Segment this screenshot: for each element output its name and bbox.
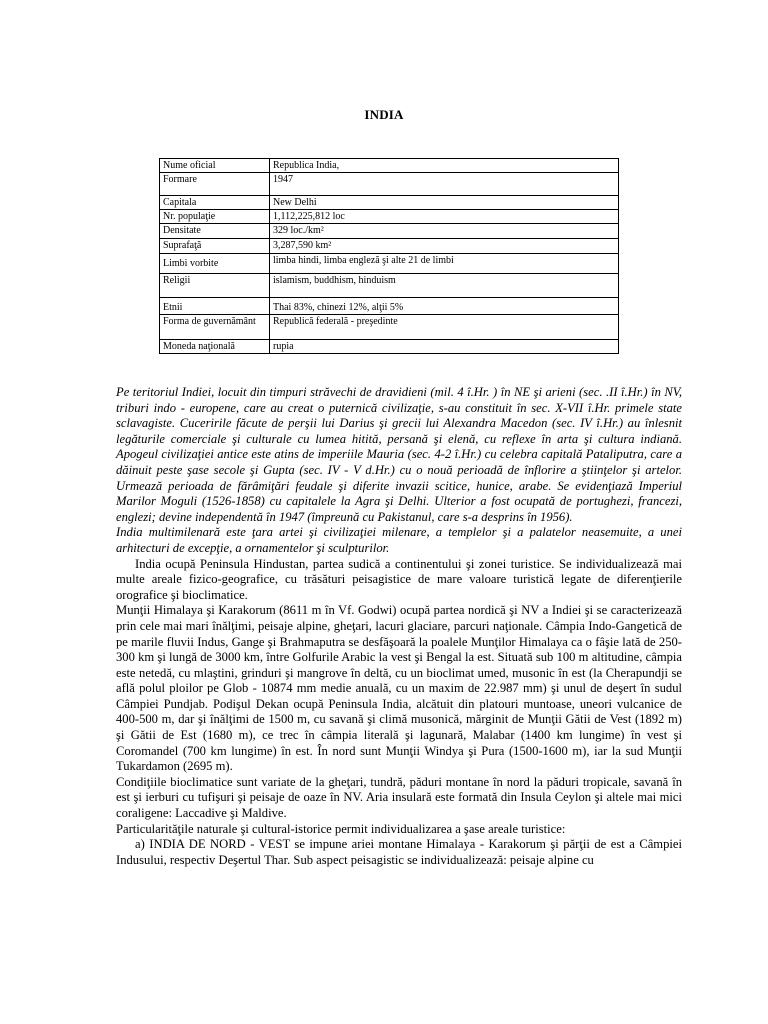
fact-value: 329 loc./km²: [270, 224, 619, 239]
country-facts-table: [159, 158, 619, 354]
fact-label: Forma de guvernământ: [160, 315, 270, 340]
fact-label: Suprafaţă: [160, 239, 270, 254]
table-row: [160, 274, 619, 298]
fact-value: 1947: [270, 173, 619, 196]
fact-value: Thai 83%, chinezi 12%, alţii 5%: [270, 298, 619, 315]
fact-value: limba hindi, limba engleză şi alte 21 de limbi: [270, 254, 619, 274]
intro-paragraph: India multimilenară este ţara artei şi civilizaţiei milenare, a templelor şi a palatelor neasemuite, a unei arhitecturi de excepţie, a ornamentelor şi sculpturilor.: [116, 525, 682, 555]
fact-label: Moneda naţională: [160, 340, 270, 354]
fact-value: Republică federală - preşedinte: [270, 315, 619, 340]
fact-label: Capitala: [160, 196, 270, 210]
fact-label: Nr. populaţie: [160, 210, 270, 224]
fact-value: New Delhi: [270, 196, 619, 210]
page-title: INDIA: [364, 107, 404, 122]
fact-label: Formare: [160, 173, 270, 196]
table-row: [160, 298, 619, 315]
article-body: [116, 385, 682, 868]
table-row: [160, 254, 619, 274]
area-a-paragraph: a) INDIA DE NORD - VEST se impune ariei montane Himalaya - Karakorum şi părţii de est a Câmpiei Indusului, respectiv Deşertul Thar. Sub aspect peisagistic se individualizează: peisaje alpine cu: [116, 837, 682, 867]
table-row: [160, 340, 619, 354]
fact-value: Republica India,: [270, 159, 619, 173]
fact-label: Limbi vorbite: [160, 254, 270, 274]
table-row: [160, 315, 619, 340]
relief-paragraph: Munţii Himalaya şi Karakorum (8611 m în Vf. Godwi) ocupă partea nordică şi NV a Indiei şi se caracterizează prin cele mai mari înălţimi, peisaje alpine, gheţari, lacuri glaciare, parcuri naţionale. Câmpia Indo-Gangetică de pe marile fluvii Indus, Gange şi Brahmaputra se desfăşoară la poalele Munţilor Himalaya ca o fâşie lată de 250-300 km şi lungă de 3000 km, între Golfurile Arabic la vest şi Bengal la est. Situată sub 100 m altitudine, câmpia este netedă, cu mlaştini, grinduri şi mangrove în deltă, cu un bioclimat umed, musonic în est (la Cherapundji se află polul ploilor pe Glob - 10874 mm medie anuală, cu un maxim de 22.987 mm) şi unul de deşert în sudul Câmpiei Pundjab. Podişul Dekan ocupă Peninsula India, alcătuit din platouri muntoase, uneori vulcanice de 400-500 m, dar şi înălţimi de 1500 m, cu savană şi climă musonică, mărginit de Munţii Gătii de Vest (1892 m) şi Gătii de Est (1680 m), ce trec în câmpia literală şi lagunară, Malabar (1400 km lungime) în vest şi Coromandel (700 km lungime) în est. În nord sunt Munţii Windya şi Pura (1500-1600 m), iar la sud Munţii Tukardamon (2695 m).: [116, 603, 682, 774]
table-row: [160, 196, 619, 210]
fact-value: islamism, buddhism, hinduism: [270, 274, 619, 298]
table-row: [160, 159, 619, 173]
fact-label: Densitate: [160, 224, 270, 239]
table-row: [160, 224, 619, 239]
areas-intro-paragraph: Particularităţile naturale şi cultural-istorice permit individualizarea a şase areale turistice:: [116, 821, 566, 836]
fact-value: 3,287,590 km²: [270, 239, 619, 254]
table-row: [160, 173, 619, 196]
climate-paragraph: Condiţiile bioclimatice sunt variate de la gheţari, tundră, păduri montane în nord la păduri tropicale, savană în est şi ierburi cu tufişuri şi peisaje de oaze în NV. Aria insulară este formată din Insula Ceylon şi altele mai mici coraligene: Laccadive şi Maldive.: [116, 774, 682, 821]
history-paragraph: Pe teritoriul Indiei, locuit din timpuri străvechi de dravidieni (mil. 4 î.Hr. ) în NE şi arieni (sec. .II î.Hr.) în NV, triburi indo - europene, care au creat o puternică civilizaţie, s-au constituit în sec. X-VII î.Hr. primele state sclavagiste. Cuceririle făcute de perşii lui Darius şi grecii lui Alexandra Macedon (sec. IV î.Hr.) au înlesnit legăturile comerciale şi culturale cu lumea hitită, persană şi elenă, cu reflexe în arta şi cultura indiană. Apogeul civilizaţiei antice este atins de imperiile Mauria (sec. 4-2 î.Hr.) cu celebra capitală Pataliputra, care a dăinuit peste şase secole şi Gupta (sec. IV - V d.Hr.) cu o nouă perioadă de înflorire a ştiinţelor şi artelor. Urmează perioada de fărâmiţări feudale şi diferite invazii scitice, hunice, arabe. Se evidenţiază Imperiul Marilor Moguli (1526-1858) cu capitalele la Agra şi Delhi. Ulterior a fost ocupată de portughezi, francezi, englezi; devine independentă în 1947 (împreună cu Pakistanul, care s-a desprins în 1956).: [116, 385, 682, 524]
fact-label: Nume oficial: [160, 159, 270, 173]
table-row: [160, 239, 619, 254]
geography-paragraph: India ocupă Peninsula Hindustan, partea sudică a continentului şi zonei turistice. Se individualizează mai multe areale fizico-geografice, cu trăsături peisagistice de mare valoare turistică legate de diferenţierile orografice şi bioclimatice.: [116, 556, 682, 602]
fact-value: 1,112,225,812 loc: [270, 210, 619, 224]
fact-value: rupia: [270, 340, 619, 354]
fact-label: Etnii: [160, 298, 270, 315]
fact-label: Religii: [160, 274, 270, 298]
table-row: [160, 210, 619, 224]
